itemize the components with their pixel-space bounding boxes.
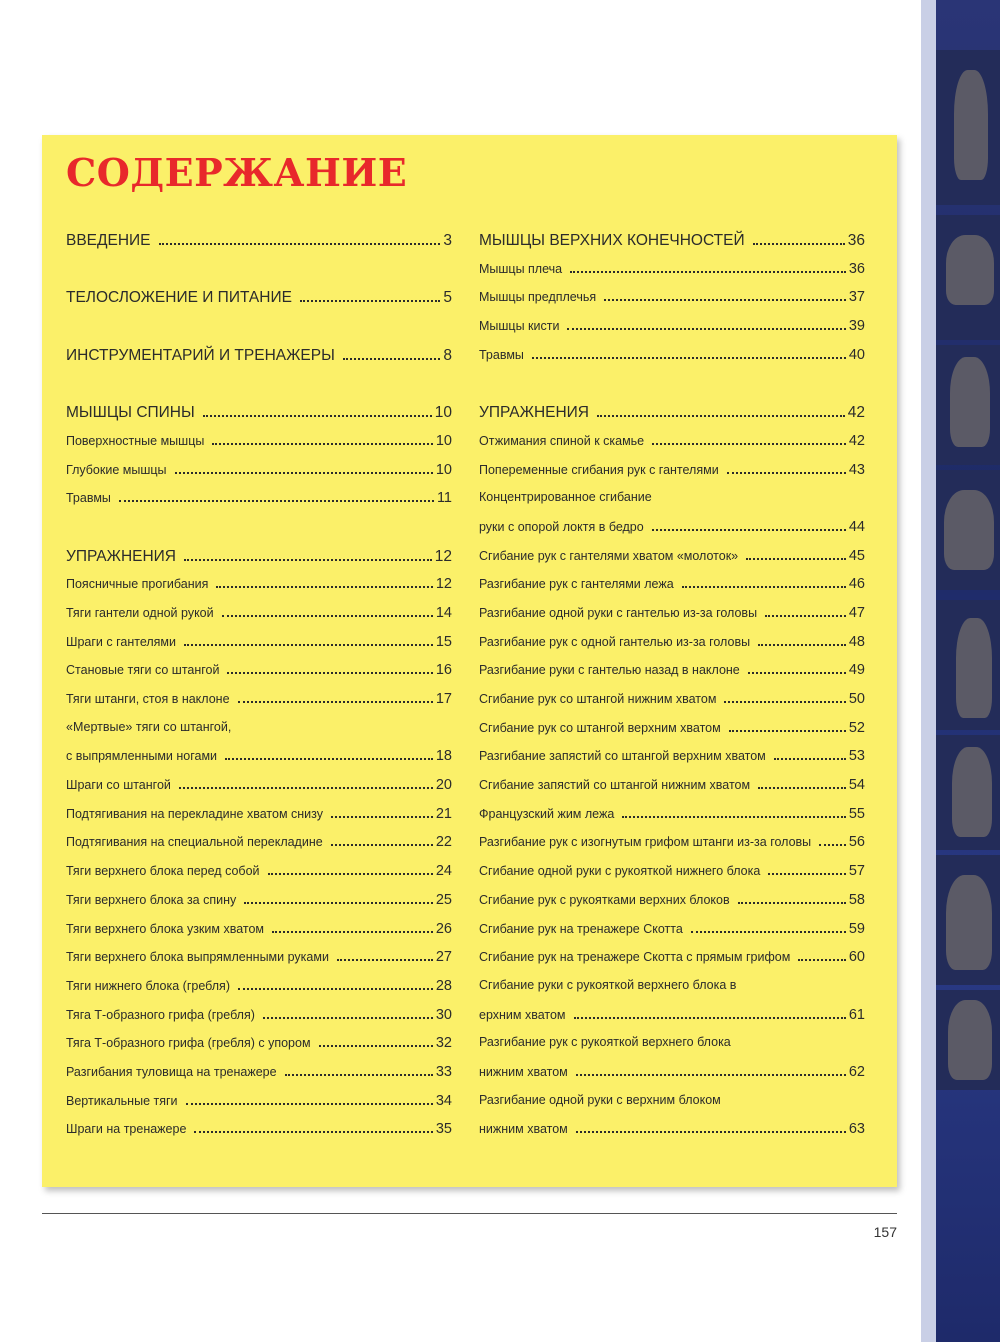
toc-entry-label: Разгибание одной руки с гантелью из-за головы [479,605,758,620]
toc-entry-label: Шраги со штангой [66,778,171,793]
toc-entry[interactable] [66,576,452,605]
toc-entry[interactable] [479,806,865,835]
toc-entry-label: Тяги верхнего блока узким хватом [66,921,265,936]
dot-leader [567,328,845,330]
toc-entry-label: Поясничные прогибания [66,577,209,592]
dot-leader [597,415,845,417]
exercise-photo [936,470,1000,590]
toc-entry-label: с выпрямленными ногами [66,749,218,764]
toc-entry[interactable] [66,1007,452,1036]
toc-entry-label: «Мертвые» тяги со штангой, [66,719,232,734]
dot-leader [186,1103,433,1105]
dot-leader [753,243,845,245]
toc-entry-page: 50 [848,691,865,707]
page-number: 157 [873,1224,897,1240]
toc-entry[interactable] [479,1121,865,1150]
toc-entry-label: Травмы [66,491,111,506]
toc-entry-page: 11 [436,490,452,507]
toc-entry-label: Мышцы кисти [479,319,560,334]
toc-entry-page: 61 [848,1006,865,1023]
dot-leader [532,357,846,359]
toc-entry-label: Разгибание рук с одной гантелью из-за головы [479,634,751,649]
toc-entry[interactable] [479,347,865,376]
dot-leader [194,1131,432,1133]
toc-entry[interactable] [479,548,865,577]
toc-entry-label: Шраги с гантелями [66,634,176,649]
toc-entry-label: нижним хватом [479,1122,568,1137]
toc-entry[interactable] [66,978,452,1007]
toc-entry-page: 12 [434,547,452,565]
toc-entry-page: 59 [848,920,865,937]
dot-leader [285,1074,433,1076]
dot-leader [331,844,433,846]
toc-entry-label: УПРАЖНЕНИЯ [479,404,589,422]
toc-entry-label: ВВЕДЕНИЕ [66,232,151,249]
toc-entry-label: ИНСТРУМЕНТАРИЙ И ТРЕНАЖЕРЫ [66,346,335,364]
toc-entry[interactable] [479,1064,865,1093]
exercise-photo [936,50,1000,205]
toc-entry-label: Мышцы предплечья [479,290,597,305]
toc-entry-page: 40 [848,346,865,363]
toc-entry-page: 37 [848,289,865,306]
toc-entry-label: Попеременные сгибания рук с гантелями [479,462,719,477]
dot-leader [175,472,433,474]
toc-entry-page: 36 [848,260,865,277]
toc-entry-label: нижним хватом [479,1064,568,1079]
toc-entry-page: 48 [848,633,865,650]
toc-entry-page: 10 [435,432,452,449]
toc-spacer [66,318,452,347]
toc-entry[interactable] [66,433,452,462]
toc-entry[interactable] [66,806,452,835]
toc-entry-page: 54 [848,777,865,794]
toc-entry[interactable] [479,892,865,921]
toc-entry[interactable] [479,1035,865,1064]
toc-entry-label: ерхним хватом [479,1007,566,1022]
dot-leader [300,300,440,302]
toc-entry-page: 17 [435,691,452,707]
toc-entry-label: Разгибание запястий со штангой верхним хватом [479,749,766,764]
toc-entry-label: МЫШЦЫ СПИНЫ [66,404,195,422]
toc-entry-label: Разгибание рук с гантелями лежа [479,577,674,592]
toc-entry[interactable] [66,863,452,892]
dot-leader [738,902,846,904]
dot-leader [570,271,846,273]
toc-entry-page: 22 [435,834,452,851]
toc-entry-label: Тяги верхнего блока за спину [66,892,237,907]
exercise-photo [936,990,1000,1090]
toc-entry-page: 35 [435,1121,452,1138]
toc-entry-label: Сгибание рук на тренажере Скотта с прямым грифом [479,950,791,965]
toc-entry-label: Тяги верхнего блока перед собой [66,864,260,879]
toc-entry-page: 46 [848,576,865,593]
toc-entry-page: 33 [435,1063,452,1080]
toc-entry-label: Тяги верхнего блока выпрямленными руками [66,950,329,965]
toc-entry-page: 16 [435,662,452,679]
toc-entry-page: 47 [848,604,865,621]
toc-entry[interactable] [66,490,452,519]
dot-leader [184,644,433,646]
toc-entry-label: Французский жим лежа [479,806,615,821]
toc-entry-page: 5 [443,289,452,307]
toc-entry-label: Тяги штанги, стоя в наклоне [66,692,230,706]
toc-entry-page: 44 [848,518,865,535]
toc-section-heading[interactable] [66,404,452,433]
dot-leader [576,1074,846,1076]
toc-entry-label: Поверхностные мышцы [66,433,205,448]
toc-entry[interactable] [479,921,865,950]
toc-entry-page: 49 [848,662,865,679]
dot-leader [724,701,845,703]
dot-leader [729,730,846,732]
toc-entry-label: Разгибание рук с рукояткой верхнего блока [479,1035,731,1050]
toc-entry-page: 32 [435,1035,452,1052]
toc-entry-page: 42 [847,404,865,422]
toc-entry-label: Подтягивания на специальной перекладине [66,835,323,850]
toc-entry-label: ТЕЛОСЛОЖЕНИЕ И ПИТАНИЕ [66,289,292,307]
toc-spacer [479,375,865,404]
dot-leader [758,644,846,646]
dot-leader [212,443,433,445]
toc-entry-label: Разгибания туловища на тренажере [66,1064,277,1079]
toc-entry-label: УПРАЖНЕНИЯ [66,547,176,565]
toc-entry-label: Тяги нижнего блока (гребля) [66,978,230,993]
toc-entry[interactable] [479,720,865,749]
toc-entry-page: 43 [848,461,865,478]
toc-entry[interactable] [66,1064,452,1093]
dot-leader [222,615,433,617]
toc-entry-page: 56 [848,834,865,851]
toc-entry-page: 34 [435,1092,452,1109]
dot-leader [652,529,846,531]
dot-leader [774,758,846,760]
toc-entry-label: Подтягивания на перекладине хватом снизу [66,806,323,821]
toc-entry[interactable] [66,949,452,978]
dot-leader [765,615,846,617]
dot-leader [604,299,846,301]
toc-entry-label: Сгибание рук с гантелями хватом «молоток» [479,548,739,563]
toc-entry[interactable] [479,748,865,777]
toc-entry[interactable] [66,691,452,720]
toc-section-heading[interactable] [479,404,865,433]
toc-entry[interactable] [66,892,452,921]
toc-entry-label: Разгибание одной руки с верхним блоком [479,1092,721,1107]
toc-entry-page: 27 [435,949,452,966]
dot-leader [203,415,432,417]
toc-entry-page: 12 [435,576,452,593]
toc-entry-page: 52 [848,719,865,736]
dot-leader [574,1017,846,1019]
toc-entry-label: руки с опорой локтя в бедро [479,519,644,534]
dot-leader [682,586,846,588]
dot-leader [691,931,846,933]
dot-leader [179,787,433,789]
toc-spacer [66,375,452,404]
toc-entry[interactable] [479,1007,865,1036]
toc-entry-label: Шраги на тренажере [66,1122,187,1137]
toc-entry[interactable] [479,318,865,347]
toc-entry[interactable] [479,519,865,548]
toc-entry-page: 3 [443,232,452,249]
toc-entry[interactable] [479,691,865,720]
toc-entry-label: Сгибание рук со штангой нижним хватом [479,692,717,706]
toc-entry-page: 25 [435,891,452,908]
dot-leader [819,844,846,846]
toc-left-column [66,232,452,1150]
toc-entry-label: Становые тяги со штангой [66,663,220,678]
toc-entry-page: 28 [435,977,452,994]
toc-entry-label: Глубокие мышцы [66,462,167,477]
dot-leader [727,472,846,474]
toc-entry[interactable] [66,720,452,749]
toc-section-heading[interactable] [66,289,452,318]
toc-spacer [66,261,452,290]
toc-entry[interactable] [66,462,452,491]
dot-leader [238,701,433,703]
toc-entry-page: 26 [435,920,452,937]
toc-entry-page: 60 [848,949,865,966]
toc-entry-page: 36 [847,232,865,249]
toc-entry[interactable] [66,1093,452,1122]
toc-entry-label: Сгибание запястий со штангой нижним хватом [479,778,751,793]
toc-entry-label: Мышцы плеча [479,261,563,276]
toc-entry-label: Тяга Т-образного грифа (гребля) [66,1007,255,1022]
toc-entry[interactable] [479,462,865,491]
toc-entry-label: Травмы [479,347,524,362]
toc-entry-label: Концентрированное сгибание [479,490,652,505]
toc-section-heading[interactable] [66,347,452,376]
exercise-photo [936,215,1000,340]
dot-leader [622,816,846,818]
dot-leader [244,902,433,904]
dot-leader [268,873,433,875]
toc-entry-label: Сгибание одной руки с рукояткой нижнего блока [479,864,761,879]
toc-entry[interactable] [479,634,865,663]
toc-entry-page: 63 [848,1121,865,1138]
toc-entry-page: 45 [848,547,865,564]
toc-section-heading[interactable] [66,548,452,577]
toc-section-heading[interactable] [479,232,865,261]
toc-entry[interactable] [479,490,865,519]
toc-entry-page: 20 [435,777,452,794]
toc-entry[interactable] [479,576,865,605]
toc-entry-page: 55 [848,805,865,822]
toc-entry[interactable] [66,1035,452,1064]
toc-entry-label: Сгибание рук с рукоятками верхних блоков [479,892,730,907]
toc-entry[interactable] [66,921,452,950]
dot-leader [746,558,846,560]
toc-entry[interactable] [479,777,865,806]
dot-leader [238,988,433,990]
toc-entry[interactable] [66,834,452,863]
toc-entry[interactable] [479,433,865,462]
dot-leader [337,959,433,961]
toc-entry[interactable] [479,1093,865,1122]
dot-leader [225,758,433,760]
toc-entry-label: Тяга Т-образного грифа (гребля) с упором [66,1036,311,1051]
dot-leader [343,358,441,360]
dot-leader [119,500,434,502]
toc-entry-page: 39 [848,318,865,335]
toc-entry-page: 57 [848,863,865,880]
dot-leader [798,959,846,961]
toc-entry-page: 24 [435,863,452,880]
toc-entry[interactable] [66,634,452,663]
toc-entry[interactable] [479,949,865,978]
dot-leader [576,1131,846,1133]
dot-leader [652,443,846,445]
toc-entry-label: Сгибание рук на тренажере Скотта [479,921,683,936]
toc-entry-label: Тяги гантели одной рукой [66,605,214,620]
toc-entry-page: 21 [435,805,452,822]
toc-entry[interactable] [479,261,865,290]
toc-entry[interactable] [479,662,865,691]
toc-entry[interactable] [479,289,865,318]
dot-leader [159,243,441,245]
toc-entry-label: Разгибание руки с гантелью назад в наклоне [479,663,740,678]
dot-leader [272,931,433,933]
toc-entry-page: 62 [848,1063,865,1080]
dot-leader [748,672,846,674]
toc-entry-label: Вертикальные тяги [66,1093,178,1108]
toc-entry[interactable] [479,605,865,634]
toc-entry[interactable] [479,978,865,1007]
toc-entry-page: 15 [435,633,452,650]
exercise-photo [936,345,1000,465]
toc-entry[interactable] [66,605,452,634]
toc-section-heading[interactable] [66,232,452,261]
toc-entry-label: Сгибание руки с рукояткой верхнего блока в [479,977,737,992]
dot-leader [758,787,846,789]
toc-entry[interactable] [479,834,865,863]
dot-leader [768,873,846,875]
toc-entry-label: Сгибание рук со штангой верхним хватом [479,720,721,735]
dot-leader [227,672,432,674]
toc-entry-page: 58 [848,891,865,908]
toc-spacer [66,519,452,548]
toc-entry-label: МЫШЦЫ ВЕРХНИХ КОНЕЧНОСТЕЙ [479,232,745,249]
toc-entry-label: Отжимания спиной к скамье [479,433,645,448]
exercise-photo [936,735,1000,850]
toc-entry-page: 10 [435,461,452,478]
toc-entry[interactable] [66,748,452,777]
toc-entry-page: 14 [435,604,452,621]
dot-leader [319,1045,433,1047]
exercise-photo [936,855,1000,985]
exercise-photo [936,600,1000,730]
dot-leader [216,586,433,588]
toc-entry-page: 30 [435,1006,452,1023]
toc-entry[interactable] [66,777,452,806]
toc-entry[interactable] [66,1121,452,1150]
toc-entry[interactable] [66,662,452,691]
page-title: СОДЕРЖАНИЕ [66,150,408,195]
footer-rule [42,1213,897,1214]
toc-entry-page: 18 [435,748,452,765]
toc-entry[interactable] [479,863,865,892]
toc-entry-label: Разгибание рук с изогнутым грифом штанги из-за головы [479,835,812,850]
toc-entry-page: 53 [848,748,865,765]
toc-entry-page: 42 [848,432,865,449]
dot-leader [263,1017,433,1019]
toc-entry-page: 8 [443,346,452,364]
toc-entry-page: 10 [434,404,452,422]
dot-leader [184,559,432,561]
dot-leader [331,816,433,818]
toc-right-column [479,232,865,1150]
